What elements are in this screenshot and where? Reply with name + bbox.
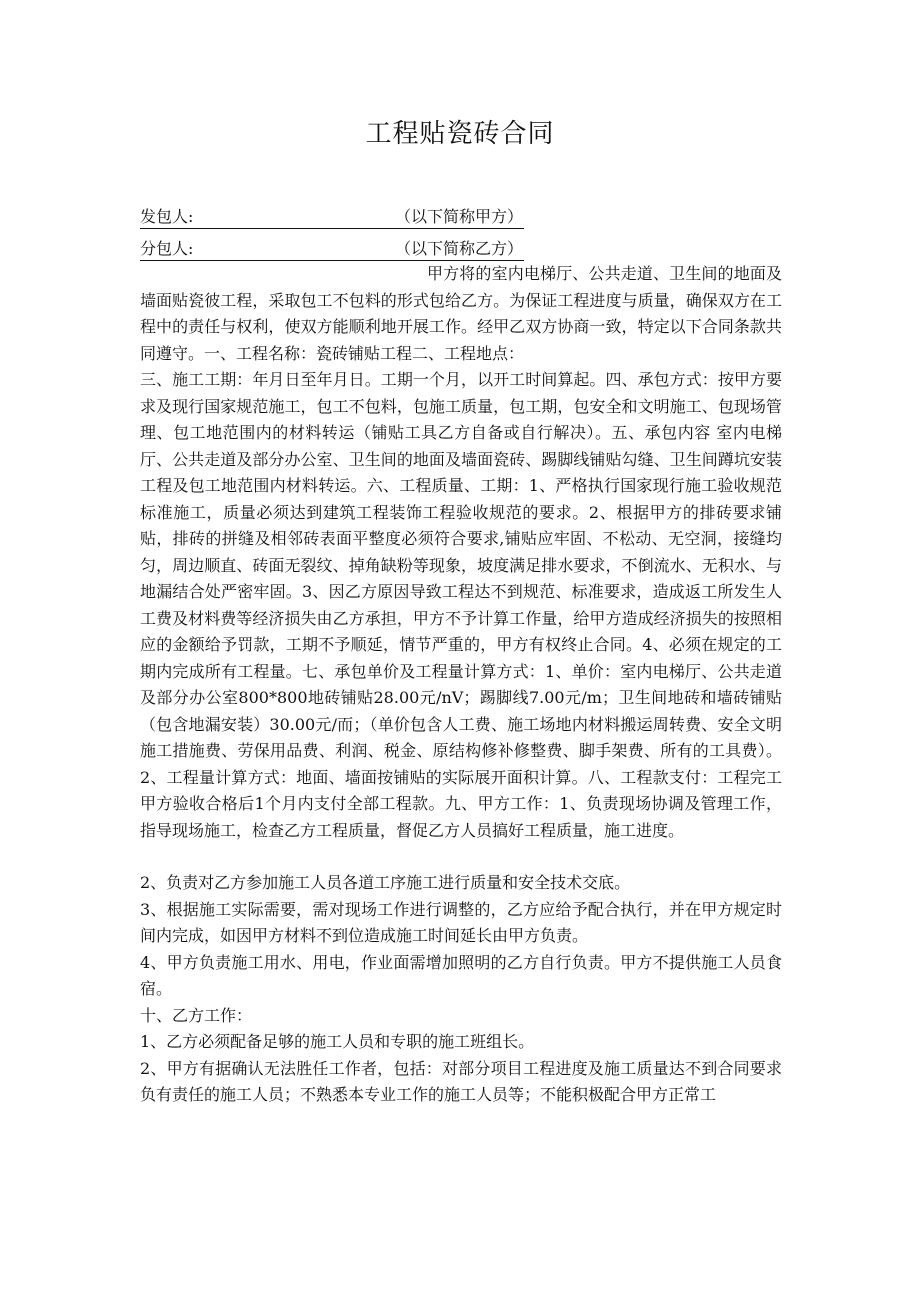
contract-body	[140, 261, 782, 1109]
clause-paragraph: 3、根据施工实际需要，需对现场工作进行调整的，乙方应给予配合执行，并在甲方规定时间内完成，如因甲方材料不到位造成施工时间延长由甲方负责。	[140, 899, 782, 945]
section-heading: 十、乙方工作：	[140, 1005, 253, 1025]
party-contractor-line	[140, 206, 530, 230]
clause-paragraph: 4、甲方负责施工用水、用电，作业面需增加照明的乙方自行负责。甲方不提供施工人员食宿。	[140, 952, 782, 998]
paragraph-spacer	[140, 844, 782, 870]
party-subcontractor-label: 分包人:	[140, 239, 194, 258]
party-contractor-underline	[140, 228, 524, 229]
intro-paragraph: 甲方将的室内电梯厅、公共走道、卫生间的地面及墙面贴瓷彼工程，采取包工不包料的形式包给乙方。为保证工程进度与质量，确保双方在工程中的责任与权利，使双方能顺利地开展工作。经甲乙双方协商一致，特定以下合同条款共同遵守。一、工程名称：瓷砖铺贴工程二、工程地点：	[140, 264, 782, 363]
party-subcontractor-note: （以下简称乙方）	[395, 239, 524, 258]
party-contractor-note: （以下简称甲方）	[395, 207, 524, 226]
clause-paragraph: 2、负责对乙方参加施工人员各道工序施工进行质量和安全技术交底。	[140, 873, 631, 892]
clause-paragraph: 2、甲方有据确认无法胜任工作者，包括：对部分项目工程进度及施工质量达不到合同要求负有责任的施工人员；不熟悉本专业工作的施工人员等；不能积极配合甲方正常工	[140, 1058, 782, 1104]
party-subcontractor-line	[140, 238, 530, 262]
terms-paragraph: 三、施工工期：年月日至年月日。工期一个月，以开工时间算起。四、承包方式：按甲方要求及现行国家规范施工，包工不包料，包施工质量，包工期，包安全和文明施工、包现场管理、包工地范围内的材料转运（铺贴工具乙方自备或自行解决）。五、承包内容 室内电梯厅、公共走道及部分办公室、卫生间的地面及墙面瓷砖、踢脚线铺贴勾缝、卫生间蹲坑安装工程及包工地范围内材料转运。六、工程质量、工期：1、严格执行国家现行施工验收规范标准施工，质量必须达到建筑工程装饰工程验收规范的要求。2、根据甲方的排砖要求铺贴，排砖的拼缝及相邻砖表面平整度必须符合要求,铺贴应牢固、不松动、无空洞，接缝均匀，周边顺直、砖面无裂纹、掉角缺粉等现象，坡度满足排水要求，不倒流水、无积水、与地漏结合处严密牢固。3、因乙方原因导致工程达不到规范、标准要求，造成返工所发生人工费及材料费等经济损失由乙方承担，甲方不予计算工作量，给甲方造成经济损失的按照相应的金额给予罚款，工期不予顺延，情节严重的，甲方有权终止合同。4、必须在规定的工期内完成所有工程量。七、承包单价及工程量计算方式：1、单价：室内电梯厅、公共走道及部分办公室800*800地砖铺贴28.00元/nV；踢脚线7.00元/m；卫生间地砖和墙砖铺贴（包含地漏安装）30.00元/而；（单价包含人工费、施工场地内材料搬运周转费、安全文明施工措施费、劳保用品费、利润、税金、原结构修补修整费、脚手架费、所有的工具费）。2、工程量计算方式：地面、墙面按铺贴的实际展开面积计算。八、工程款支付：工程完工甲方验收合格后1个月内支付全部工程款。九、甲方工作：1、负责现场协调及管理工作，指导现场施工，检查乙方工程质量，督促乙方人员搞好工程质量，施工进度。	[140, 370, 782, 840]
party-contractor-label: 发包人:	[140, 207, 194, 226]
clause-paragraph: 1、乙方必须配备足够的施工人员和专职的施工班组长。	[140, 1032, 535, 1051]
document-title: 工程贴瓷砖合同	[365, 119, 555, 149]
